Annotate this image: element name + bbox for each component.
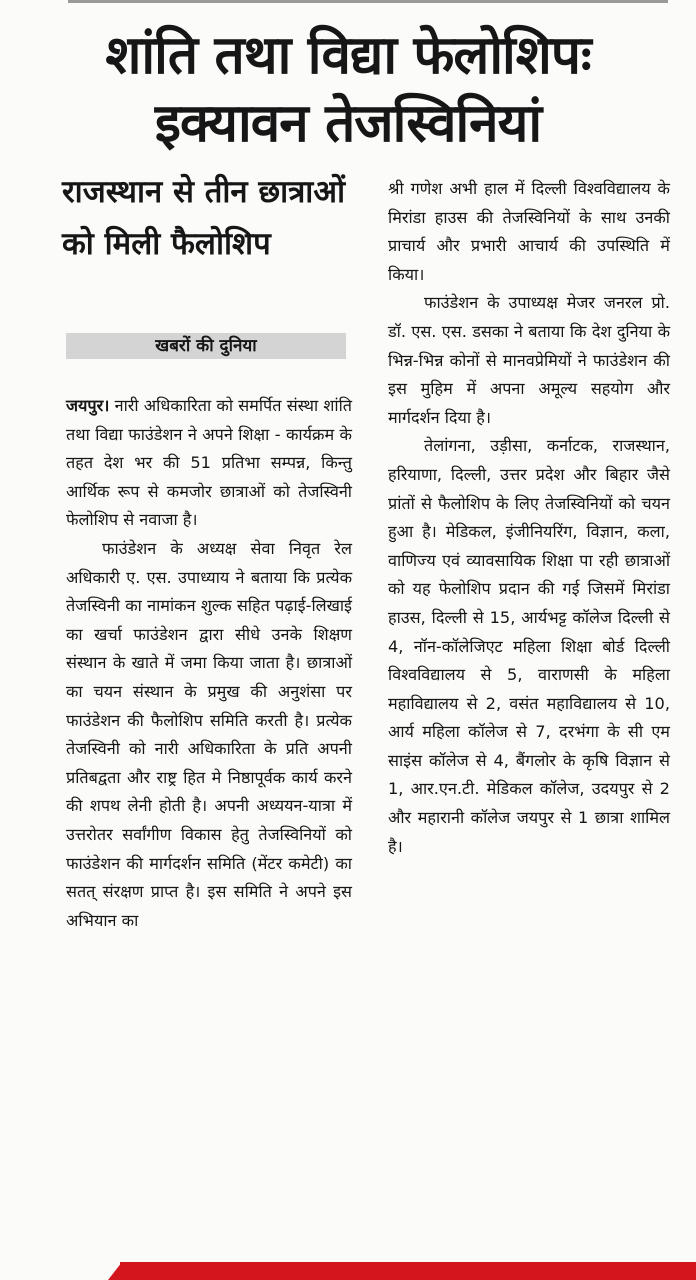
right-paragraph-2: फाउंडेशन के उपाध्यक्ष मेजर जनरल प्रो. डॉ. एस. एस. डसका ने बताया कि देश दुनिया के भिन्न-भिन्न कोनों से मानवप्रेमियों ने फाउंडेशन की इस मुहिम में अपना अमूल्य सहयोग और मार्गदर्शन दिया है।: [388, 293, 670, 427]
left-paragraph-1-text: नारी अधिकारिता को समर्पित संस्था शांति तथा विद्या फाउंडेशन ने अपने शिक्षा - कार्यक्रम के तहत देश भर की 51 प्रतिभा सम्पन्न, किन्तु आर्थिक रूप से कमजोर छात्राओं को तेजस्विनी फेलोशिप से नवाजा है।: [66, 396, 352, 530]
right-column: [388, 175, 670, 861]
headline-line-1: शांति तथा विद्या फेलोशिपः: [105, 25, 591, 86]
headline-line-2: इक्यावन तेजस्विनियां: [154, 93, 542, 154]
bottom-accent-bar: [120, 1262, 696, 1280]
left-paragraph-2: फाउंडेशन के अध्यक्ष सेवा निवृत रेल अधिकारी ए. एस. उपाध्याय ने बताया कि प्रत्येक तेजस्विनी का नामांकन शुल्क सहित पढ़ाई-लिखाई का खर्चा फाउंडेशन द्वारा सीधे उनके शिक्षण संस्थान के खाते में जमा किया जाता है। छात्राओं का चयन संस्थान के प्रमुख की अनुशंसा पर फाउंडेशन की फैलोशिप समिति करती है। प्रत्येक तेजस्विनी को नारी अधिकारिता के प्रति अपनी प्रतिबद्वता और राष्ट्र हित मे निष्ठापूर्वक कार्य करने की शपथ लेनी होती है। अपनी अध्ययन-यात्रा में उत्तरोतर सर्वांगीण विकास हेतु तेजस्विनियों को फाउंडेशन की मार्गदर्शन समिति (मेंटर कमेटी) का सतत् संरक्षण प्राप्त है। इस समिति ने अपने इस अभियान का: [66, 538, 352, 930]
dateline: जयपुर।: [66, 396, 110, 415]
right-paragraph-3: तेलांगना, उड़ीसा, कर्नाटक, राजस्थान, हरियाणा, दिल्ली, उत्तर प्रदेश और बिहार जैसे प्रांतों से फैलोशिप के लिए तेजस्विनियों को चयन हुआ है। मेडिकल, इंजीनियरिंग, विज्ञान, कला, वाणिज्य एवं व्यावसायिक शिक्षा पा रही छात्राओं को यह फेलोशिप प्रदान की गई जिसमें मिरांडा हाउस, दिल्ली से 15, आर्यभट्ट कॉलेज दिल्ली से 4, नॉन-कॉलेजिएट महिला शिक्षा बोर्ड दिल्ली विश्वविद्यालय से 5, वाराणसी के महिला महाविद्यालय से 2, वसंत महाविद्यालय से 10, आर्य महिला कॉलेज से 7, दरभंगा के सी एम साइंस कॉलेज से 4, बैंगलोर के कृषि विज्ञान से 1, आर.एन.टी. मेडिकल कॉलेज, उदयपुर से 2 और महारानी कॉलेज जयपुर से 1 छात्रा शामिल है।: [388, 436, 670, 856]
left-column: [66, 392, 352, 935]
headline: [0, 22, 696, 158]
subheadline: राजस्थान से तीन छात्राओं को मिली फैलोशिप: [62, 174, 346, 262]
left-paragraph-1: [66, 392, 352, 535]
section-tag: खबरों की दुनिया: [66, 333, 346, 359]
top-rule: [68, 0, 668, 3]
right-paragraph-1: श्री गणेश अभी हाल में दिल्ली विश्वविद्यालय के मिरांडा हाउस की तेजस्विनियों के साथ उनकी प्राचार्य और प्रभारी आचार्य की उपस्थिति में किया।: [388, 179, 670, 284]
